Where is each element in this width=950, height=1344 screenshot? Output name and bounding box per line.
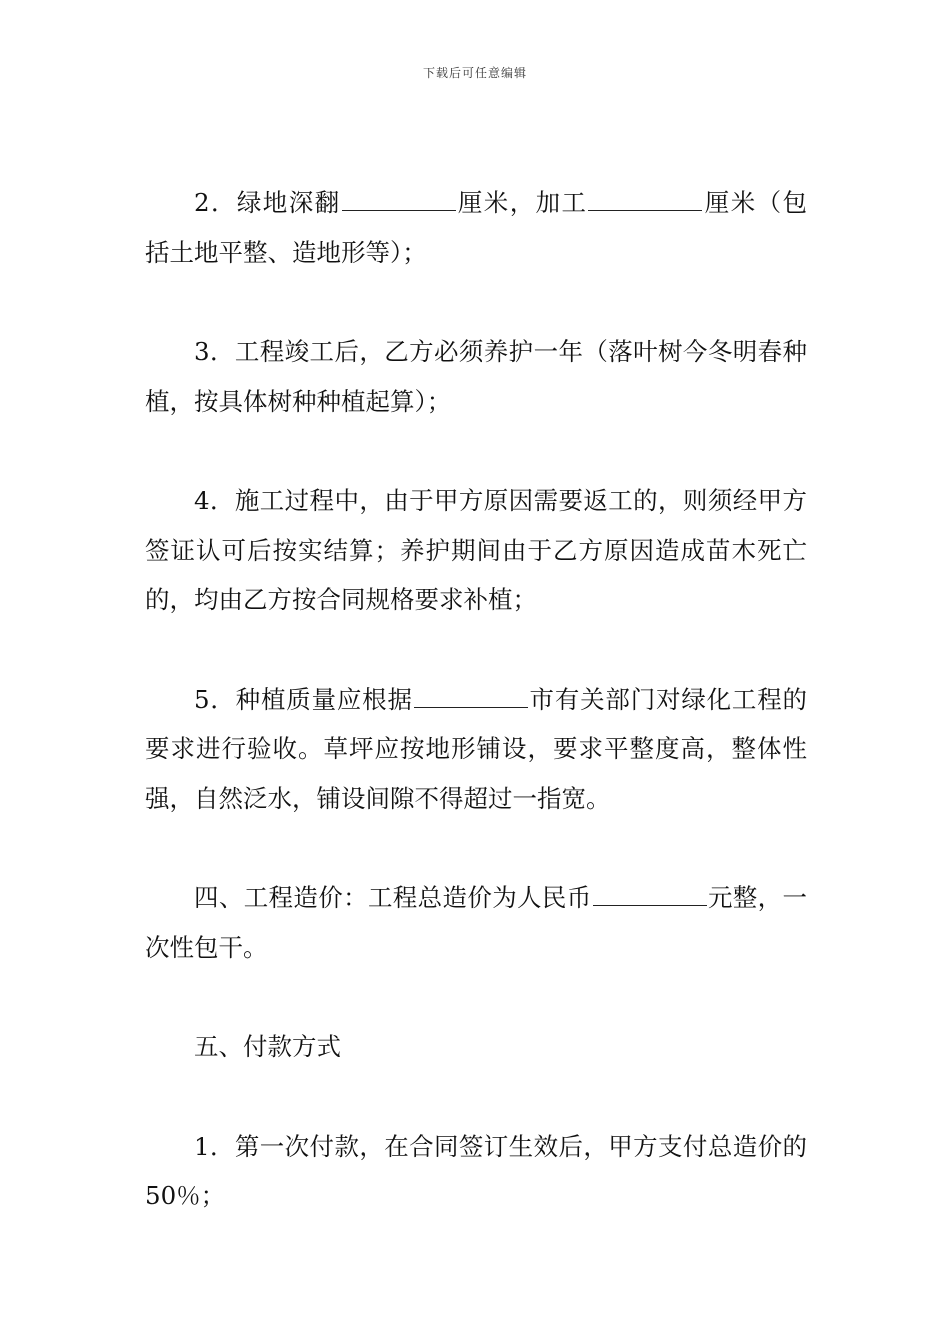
amount-blank[interactable] — [593, 879, 707, 906]
section-5-text: 五、付款方式 — [194, 1032, 341, 1061]
section-4-text-b: 元整，一次性包干。 — [145, 883, 808, 962]
clause-2-text-b: 厘米，加工 — [456, 188, 588, 217]
processing-blank[interactable] — [588, 184, 702, 211]
document-body — [145, 178, 807, 1271]
clause-3-text: 3．工程竣工后，乙方必须养护一年（落叶树今冬明春种植，按具体树种种植起算）； — [145, 337, 807, 416]
section-5-payment-heading — [145, 1022, 807, 1072]
clause-2-deep-plowing — [145, 178, 807, 277]
city-blank[interactable] — [414, 681, 528, 708]
clause-2-text-a: 2．绿地深翻 — [194, 188, 341, 217]
section-4-cost — [145, 873, 807, 972]
payment-1-text: 1．第一次付款，在合同签订生效后，甲方支付总造价的50％； — [145, 1131, 807, 1210]
clause-5-text-b: 市有关部门对绿化工程的要求进行验收。草坪应按地形铺设，要求平整度高，整体性强，自然泛水，铺设间隙不得超过一指宽。 — [145, 684, 807, 813]
payment-1 — [145, 1122, 807, 1221]
clause-5-text-a: 5．种植质量应根据 — [194, 684, 413, 714]
clause-2-text-c: 厘米（包括土地平整、造地形等）； — [145, 188, 808, 267]
clause-3-maintenance — [145, 327, 807, 426]
page-header: 下载后可任意编辑 — [422, 66, 527, 80]
clause-4-text: 4．施工过程中，由于甲方原因需要返工的，则须经甲方签证认可后按实结算；养护期间由于乙方原因造成苗木死亡的，均由乙方按合同规格要求补植； — [145, 486, 807, 614]
clause-4-rework — [145, 476, 807, 625]
section-4-text-a: 四、工程造价：工程总造价为人民币 — [194, 883, 592, 912]
depth-blank[interactable] — [342, 184, 456, 211]
clause-5-quality — [145, 675, 807, 824]
